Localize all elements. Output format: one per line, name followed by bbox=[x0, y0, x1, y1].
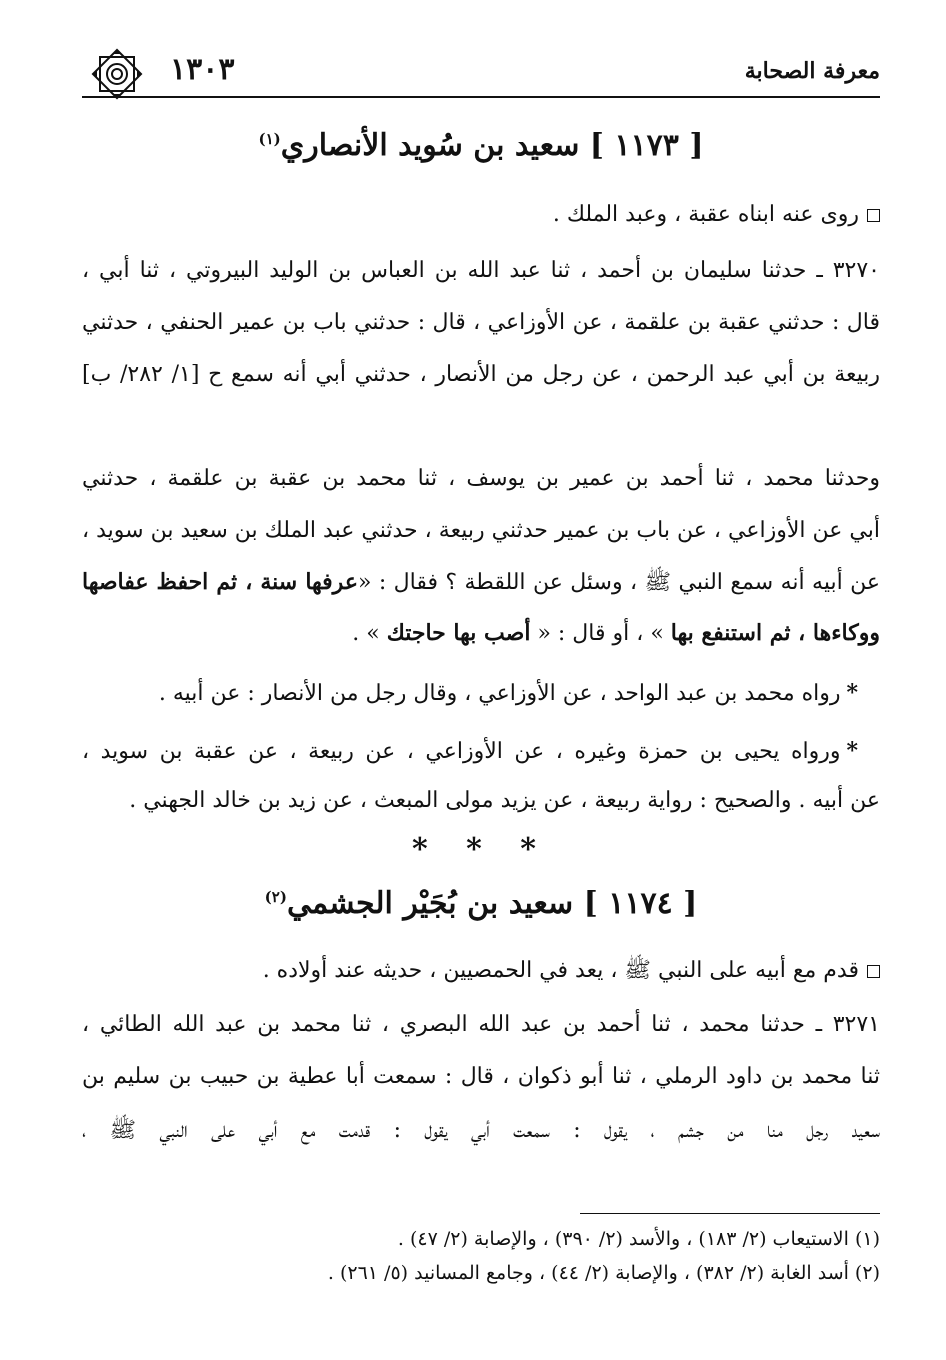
hadith-text-bold-2: ووكاءها ، ثم استنفع بها bbox=[670, 620, 880, 646]
heading-text: [ ١١٧٣ ] سعيد بن سُويد الأنصاري bbox=[280, 128, 704, 163]
chain-2-line-3 bbox=[82, 568, 880, 600]
intro-text: روى عنه ابناه عقبة ، وعبد الملك . bbox=[552, 202, 859, 227]
footnote-rule bbox=[580, 1213, 880, 1214]
box-bullet-icon bbox=[867, 965, 880, 978]
entry-heading-1174 bbox=[82, 886, 880, 921]
footnote-ref-2: (٢) bbox=[264, 888, 287, 906]
hadith-text-bold-1: عرفها سنة ، ثم احفظ عفاصها bbox=[82, 569, 358, 595]
box-bullet-icon bbox=[867, 209, 880, 222]
star-bullet-icon: * bbox=[846, 738, 858, 764]
hadith-text-bold-3: أصب بها حاجتك bbox=[386, 620, 531, 646]
hadith-3270-line-3: ربيعة بن أبي عبد الرحمن ، عن رجل من الأنصار ، حدثني أبي أنه سمع ح [١/ ٢٨٢/ ب] bbox=[82, 362, 881, 387]
entry-heading-1173 bbox=[82, 128, 880, 163]
chain-2-line-4-plain: » ، أو قال : « bbox=[530, 621, 671, 646]
footnote-1: (١) الاستيعاب (٢/ ١٨٣) ، والأسد (٢/ ٣٩٠) ، والإصابة (٢/ ٤٧) . bbox=[397, 1228, 880, 1250]
page-header bbox=[82, 44, 880, 104]
hadith-3271-line-1: ٣٢٧١ ـ حدثنا محمد ، ثنا أحمد بن عبد الله البصري ، ثنا محمد بن عبد الله الطائي ، bbox=[82, 1012, 880, 1037]
ornament-icon bbox=[82, 44, 152, 104]
chain-2-line-1: وحدثنا محمد ، ثنا أحمد بن عمير بن يوسف ، ثنا محمد بن عقبة بن علقمة ، حدثني bbox=[82, 466, 880, 491]
note-2-line-1-text: ورواه يحيى بن حمزة وغيره ، عن الأوزاعي ، عن ربيعة ، عن عقبة بن سويد ، bbox=[82, 739, 841, 764]
entry-intro-1174 bbox=[82, 956, 880, 988]
hadith-3270-line-2: قال : حدثني عقبة بن علقمة ، عن الأوزاعي ، قال : حدثني باب بن عمير الحنفي ، حدثني bbox=[82, 310, 880, 335]
header-rule bbox=[82, 96, 880, 98]
note-2-line-1 bbox=[82, 738, 880, 764]
note-1 bbox=[82, 680, 880, 706]
heading-text: [ ١١٧٤ ] سعيد بن بُجَيْر الجشمي bbox=[286, 886, 698, 921]
hadith-3271-line-3: سعيد رجل منا من جشم ، يقول : سمعت أبي يقول : قدمت مع أبي على النبي ﷺ ، bbox=[82, 1118, 880, 1143]
note-1-text: رواه محمد بن عبد الواحد ، عن الأوزاعي ، وقال رجل من الأنصار : عن أبيه . bbox=[158, 681, 841, 706]
chain-2-line-4-end: » . bbox=[352, 621, 387, 646]
chain-2-line-4 bbox=[82, 620, 880, 646]
intro-text: قدم مع أبيه على النبي ﷺ ، يعد في الحمصيين ، حديثه عند أولاده . bbox=[262, 958, 859, 983]
page-number: ١٣٠٣ bbox=[170, 52, 235, 87]
running-title: معرفة الصحابة bbox=[744, 58, 880, 84]
entry-intro-1173 bbox=[82, 202, 880, 227]
chain-2-line-2: أبي عن الأوزاعي ، عن باب بن عمير حدثني ربيعة ، حدثني عبد الملك بن سعيد بن سويد ، bbox=[82, 518, 880, 543]
footnote-2: (٢) أسد الغابة (٢/ ٣٨٢) ، والإصابة (٢/ ٤٤) ، وجامع المسانيد (٥/ ٢٦١) . bbox=[327, 1262, 880, 1284]
section-separator: * * * bbox=[412, 832, 550, 867]
footnote-ref-1: (١) bbox=[258, 130, 281, 148]
hadith-3271-line-2: ثنا محمد بن داود الرملي ، ثنا أبو ذكوان ، قال : سمعت أبا عطية بن حبيب بن سليم بن bbox=[82, 1064, 880, 1089]
note-2-line-2: عن أبيه . والصحيح : رواية ربيعة ، عن يزيد مولى المبعث ، عن زيد بن خالد الجهني . bbox=[129, 788, 880, 813]
hadith-3270-line-1: ٣٢٧٠ ـ حدثنا سليمان بن أحمد ، ثنا عبد الله بن العباس بن الوليد البيروتي ، ثنا أبي ، bbox=[82, 258, 880, 283]
star-bullet-icon: * bbox=[846, 680, 858, 706]
chain-2-line-3-plain: عن أبيه أنه سمع النبي ﷺ ، وسئل عن اللقطة ؟ فقال : « bbox=[357, 570, 880, 595]
